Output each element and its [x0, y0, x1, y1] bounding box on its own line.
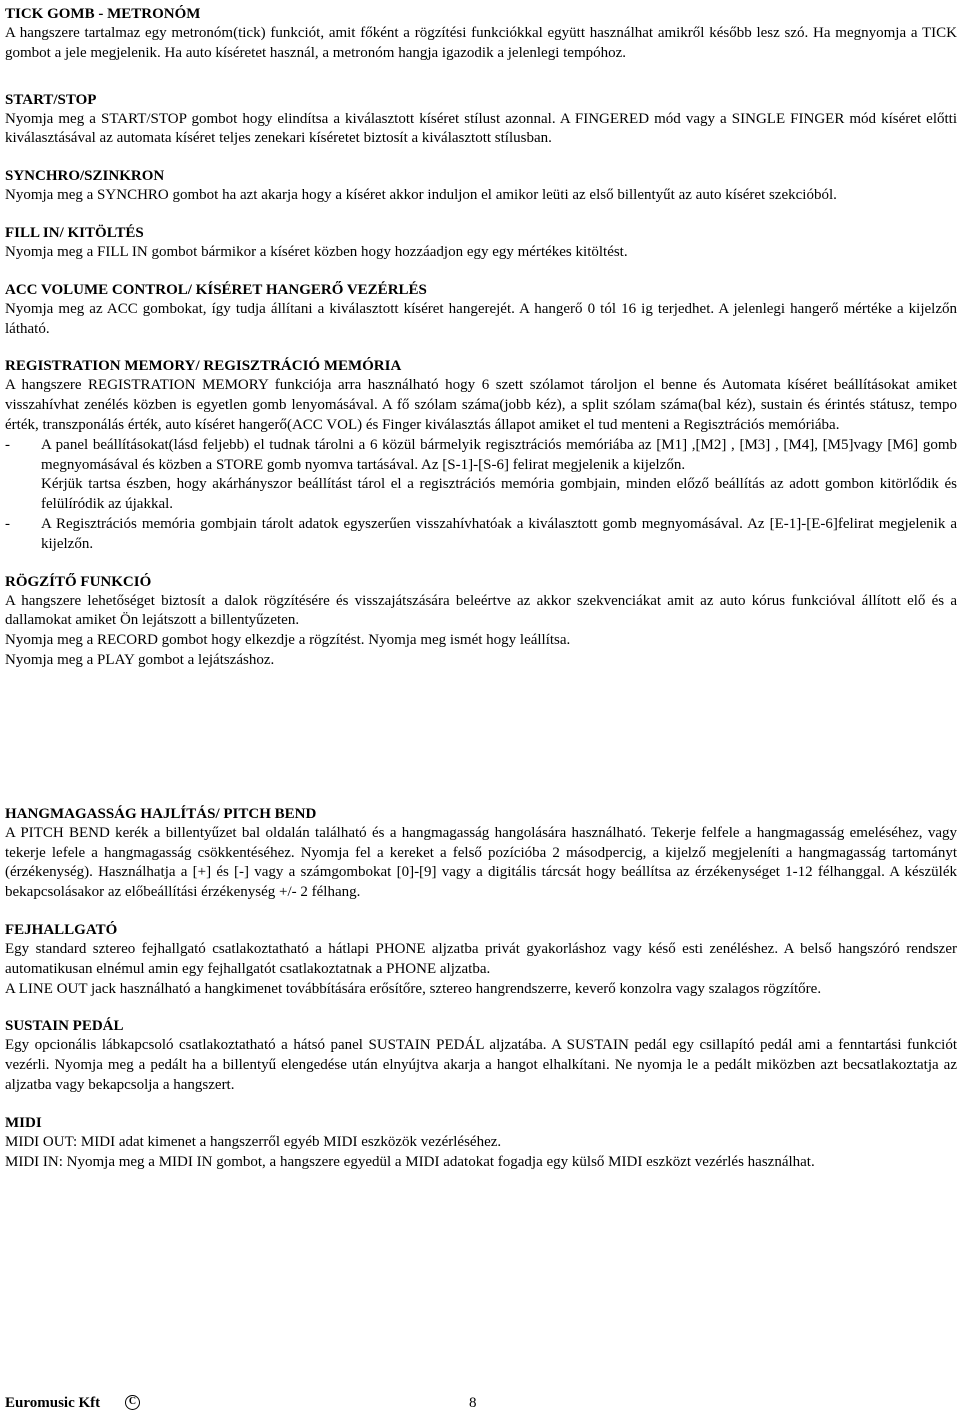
section-heading: REGISTRATION MEMORY/ REGISZTRÁCIÓ MEMÓRIA: [5, 358, 402, 375]
section-paragraph: Nyomja meg a START/STOP gombot hogy elindítsa a kiválasztott kíséret stílust azonnal. A FINGERED mód vagy a SINGLE FINGER mód kíséret előtti kiválasztásával az automata kíséret teljes zenekari kíséretet biztosít a kiválasztott stílusban.: [5, 110, 957, 147]
section-tick-metronome: [5, 5, 957, 64]
list-item-text: A panel beállításokat(lásd feljebb) el tudnak tárolni a 6 közül bármelyik regisztrációs memóriába az [M1] ,[M2] , [M3] , [M4], [M5]vagy [M6] gomb megnyomásával és közben a STORE gomb nyomva tartásával. Az [S-1]-[S-6] felirat megjelenik a kijelzőn.: [41, 436, 957, 473]
section-fill-in: [5, 224, 957, 263]
section-registration-memory: [5, 357, 957, 554]
section-heading: RÖGZÍTŐ FUNKCIÓ: [5, 573, 152, 590]
document-page: [5, 5, 957, 1172]
section-headphone: [5, 921, 957, 999]
section-paragraph: A hangszere tartalmaz egy metronóm(tick) funkciót, amit főként a rögzítési funkciókkal együtt használhat amikről később lesz szó. Ha megnyomja a TICK gombot a jele megjelenik. Ha auto kíséretet használ, a metronóm hangja igazodik a jelenlegi tempóhoz.: [5, 25, 957, 61]
section-heading: SYNCHRO/SZINKRON: [5, 168, 165, 185]
section-sustain-pedal: [5, 1017, 957, 1095]
list-item: [5, 436, 957, 476]
list-item-text: A Regisztrációs memória gombjain tárolt adatok egyszerűen visszahívhatóak a kiválasztott gomb megnyomásával. Az [E-1]-[E-6]felirat megjelenik a kijelzőn.: [41, 515, 957, 552]
section-paragraph: Nyomja meg a RECORD gombot hogy elkezdje a rögzítést. Nyomja meg ismét hogy leállítsa.: [5, 632, 571, 649]
section-heading: FEJHALLGATÓ: [5, 921, 118, 938]
section-heading: SUSTAIN PEDÁL: [5, 1018, 124, 1035]
section-heading: FILL IN/ KITÖLTÉS: [5, 224, 144, 241]
section-paragraph: Egy opcionális lábkapcsoló csatlakoztatható a hátsó panel SUSTAIN PEDÁL aljzatába. A SUSTAIN pedál egy csillapító pedál ami a fenntartási funkciót vezérli. Nyomja meg a pedált ha a billentyű elengedése után elnyújtva akarja a hangot elhalkítani. Ne nyomja le a pedált miközben azt becsatlakoztatja az aljzatba vagy bekapcsolja a hangszert.: [5, 1037, 957, 1093]
footer-brand: Euromusic Kft: [5, 1395, 101, 1411]
section-paragraph: Egy standard sztereo fejhallgató csatlakoztatható a hátlapi PHONE aljzatba privát gyakorláshoz vagy késő esti zenéléshez. A belső hangszóró rendszer automatikusan elnémul amin egy fejhallgatót csatlakoztatnak a PHONE aljzatba.: [5, 940, 957, 977]
page-number: 8: [469, 1395, 477, 1411]
section-paragraph: A hangszere REGISTRATION MEMORY funkciója arra használható hogy 6 szett szólamot tároljon el benne és Automata kíséret beállításokat amiket visszahívhat zenélés közben is egyetlen gomb lenyomásával. A fő szólam száma(jobb kéz), a split szólam száma(bal kéz), sustain és érintés státusz, tempo érték, transzponálás érték, auto kíséret hangerő(ACC VOL) és Finger kiválasztás állapot amiket el tud menteni a Regisztrációs memóriába.: [5, 377, 957, 433]
section-recording: [5, 573, 957, 671]
list-item: [5, 515, 957, 555]
section-synchro: [5, 167, 957, 206]
section-start-stop: [5, 91, 957, 150]
section-heading: START/STOP: [5, 91, 97, 108]
section-midi: [5, 1114, 957, 1173]
section-paragraph: Nyomja meg a PLAY gombot a lejátszáshoz.: [5, 651, 275, 668]
section-pitch-bend: [5, 805, 957, 903]
section-acc-volume: [5, 281, 957, 340]
bullet-dash: -: [5, 436, 10, 453]
section-paragraph: Nyomja meg a FILL IN gombot bármikor a kíséret közben hogy hozzáadjon egy egy mértékes kitöltést.: [5, 243, 628, 260]
section-heading: TICK GOMB - METRONÓM: [5, 6, 201, 22]
copyright-icon: C: [125, 1395, 140, 1410]
section-paragraph: A PITCH BEND kerék a billentyűzet bal oldalán található és a hangmagasság hangolására használható. Tekerje felfele a hangmagasság emeléséhez, vagy tekerje lefele a hangmagasság csökkentéséhez. Nyomja fel a kereket a felső pozícióba 2 másodpercig, a kijelző megjeleníti a hangmagasság tartományt (érzékenység). Használhatja a [+] és [-] vagy a számgombokat [0]-[9] vagy a digitális tárcsát hogy beállítsa az érzékenységet 1-12 félhanggal. A készülék bekapcsolásakor az előbeállítási érzékenység +/- 2 félhang.: [5, 824, 957, 901]
page-footer: [5, 1394, 705, 1413]
section-paragraph: MIDI IN: Nyomja meg a MIDI IN gombot, a hangszere egyedül a MIDI adatokat fogadja egy külső MIDI eszközt vezérlés használhat.: [5, 1153, 815, 1170]
section-paragraph: Nyomja meg az ACC gombokat, így tudja állítani a kiválasztott kíséret hangerejét. A hangerő 0 tól 16 ig terjedhet. A jelenlegi hangerő mértéke a kijelzőn látható.: [5, 300, 957, 337]
section-paragraph: A hangszere lehetőséget biztosít a dalok rögzítésére és visszajátszására beleértve az akkor szekvenciákat amit az auto kórus funkcióval állított elő és a dallamokat amiket Ön lejátszott a billentyűzeten.: [5, 592, 957, 629]
section-paragraph: Nyomja meg a SYNCHRO gombot ha azt akarja hogy a kíséret akkor induljon el amikor leüti az első billentyűt az auto kíséret szekcióból.: [5, 187, 837, 204]
section-heading: HANGMAGASSÁG HAJLÍTÁS/ PITCH BEND: [5, 805, 317, 822]
section-heading: ACC VOLUME CONTROL/ KÍSÉRET HANGERŐ VEZÉRLÉS: [5, 281, 427, 298]
section-heading: MIDI: [5, 1114, 42, 1131]
bullet-dash: -: [5, 515, 10, 532]
section-paragraph: MIDI OUT: MIDI adat kimenet a hangszerről egyéb MIDI eszközök vezérléséhez.: [5, 1133, 502, 1150]
list-item-note: Kérjük tartsa észben, hogy akárhányszor beállítást tárol el a regisztrációs memória gombjain, minden előző beállítás az adott gombon kitörlődik és felülíródik az újakkal.: [41, 476, 957, 513]
section-paragraph: A LINE OUT jack használható a hangkimenet továbbítására erősítőre, sztereo hangrendszerre, keverő konzolra vagy szalagos rögzítőre.: [5, 980, 822, 997]
